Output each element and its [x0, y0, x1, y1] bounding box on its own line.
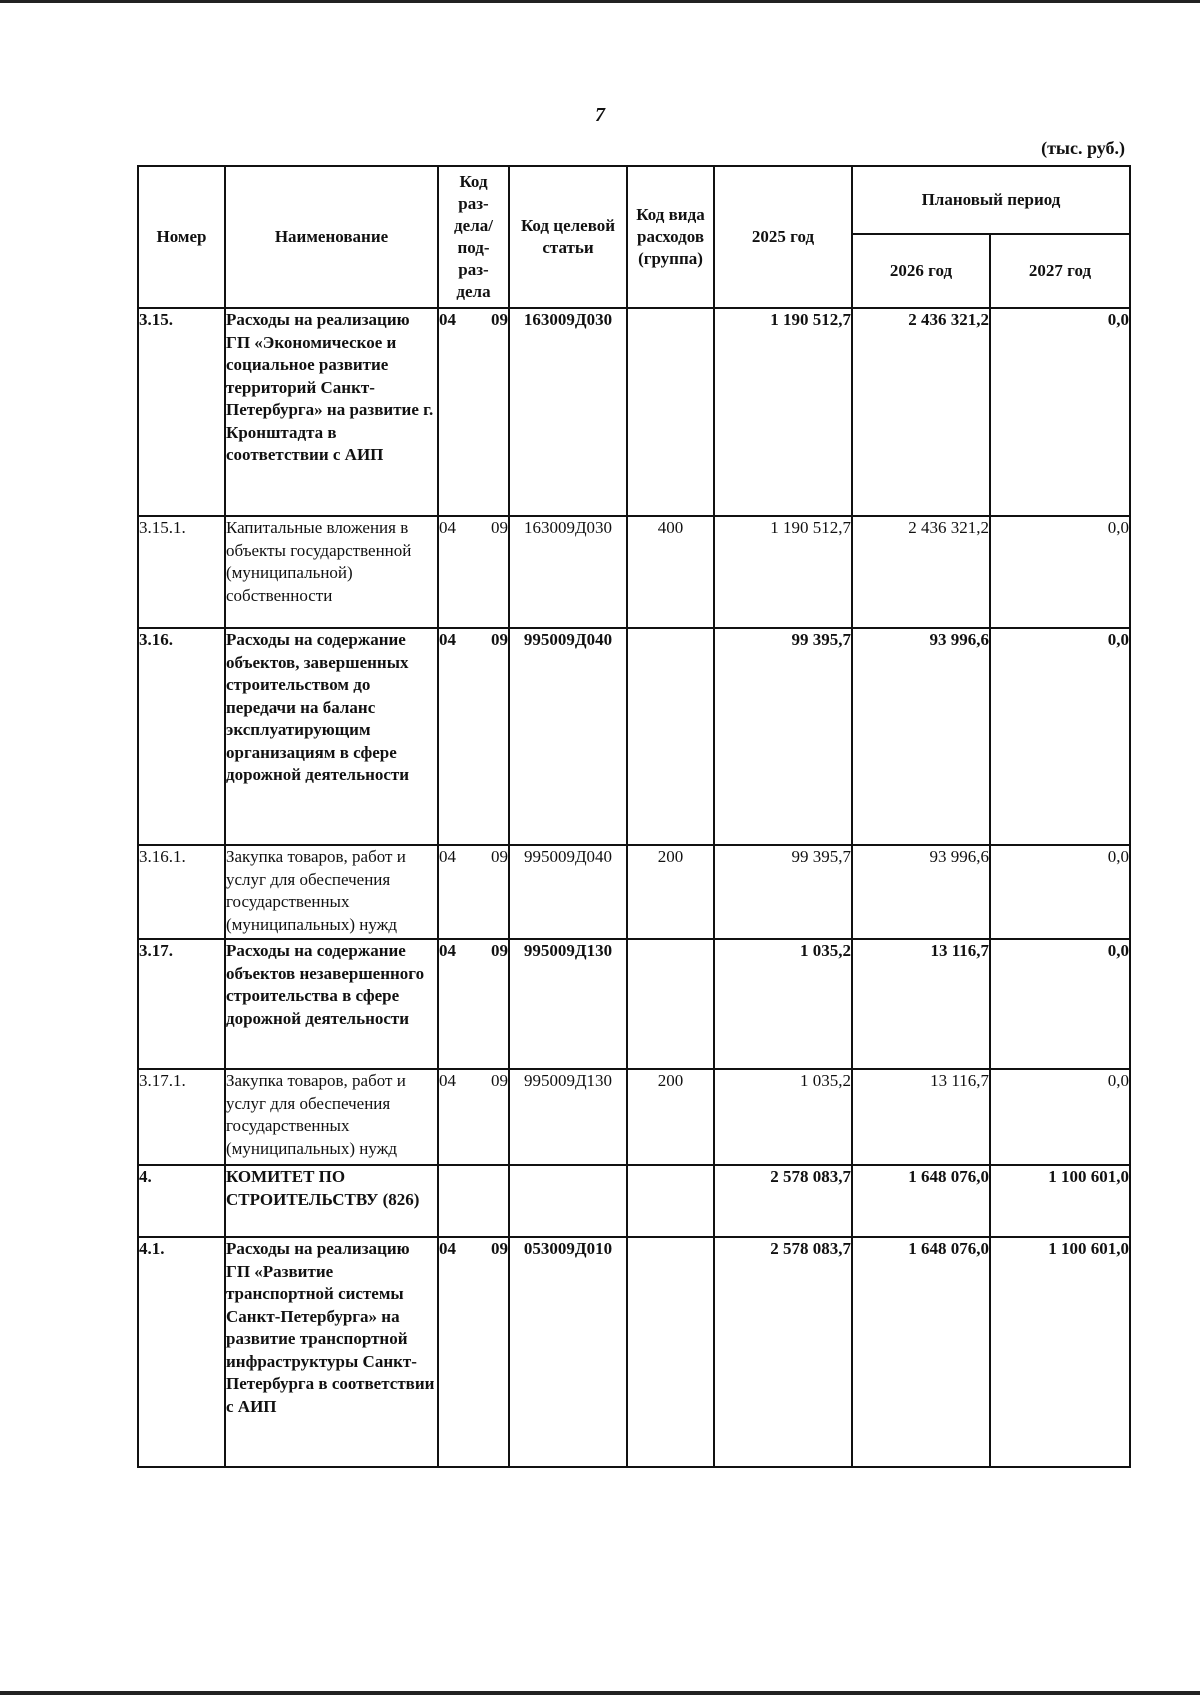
header-planning-period: Плановый период	[852, 166, 1130, 234]
row-amount-2026: 13 116,7	[852, 1069, 990, 1165]
row-section-code	[438, 939, 509, 1069]
header-number: Номер	[138, 166, 225, 308]
row-target-code: 053009Д010	[509, 1237, 627, 1467]
row-expense-type-code: 200	[627, 845, 714, 939]
table-body	[138, 308, 1130, 1467]
row-number: 3.15.1.	[138, 516, 225, 628]
row-number: 3.15.	[138, 308, 225, 516]
row-target-code: 995009Д130	[509, 939, 627, 1069]
table-row	[138, 516, 1130, 628]
row-section-code	[438, 845, 509, 939]
row-expense-type-code	[627, 939, 714, 1069]
subsection-code: 09	[491, 941, 508, 960]
scan-border-bottom	[0, 1691, 1200, 1695]
row-name: Закупка товаров, работ и услуг для обеспечения государственных (муниципальных) нужд	[225, 845, 438, 939]
header-year-2026: 2026 год	[852, 234, 990, 308]
header-name: Наименование	[225, 166, 438, 308]
row-number: 4.	[138, 1165, 225, 1237]
units-label: (тыс. руб.)	[1041, 138, 1125, 158]
row-amount-2027: 0,0	[990, 1069, 1130, 1165]
row-number: 3.16.	[138, 628, 225, 845]
row-name: Капитальные вложения в объекты государственной (муниципальной) собственности	[225, 516, 438, 628]
scan-border-top	[0, 0, 1200, 3]
subsection-code: 09	[491, 847, 508, 866]
row-name: Расходы на содержание объектов незавершенного строительства в сфере дорожной деятельности	[225, 939, 438, 1069]
row-amount-2026: 1 648 076,0	[852, 1165, 990, 1237]
row-section-code	[438, 1237, 509, 1467]
row-number: 3.17.	[138, 939, 225, 1069]
row-target-code: 995009Д040	[509, 845, 627, 939]
row-section-code	[438, 1165, 509, 1237]
row-amount-2025: 2 578 083,7	[714, 1237, 852, 1467]
section-code: 04	[439, 518, 456, 537]
header-section-code: Код раз-дела/ под-раз-дела	[438, 166, 509, 308]
section-code: 04	[439, 310, 456, 329]
row-section-code	[438, 628, 509, 845]
row-amount-2025: 1 035,2	[714, 939, 852, 1069]
row-amount-2027: 1 100 601,0	[990, 1237, 1130, 1467]
row-amount-2025: 1 190 512,7	[714, 516, 852, 628]
table-row	[138, 939, 1130, 1069]
row-number: 4.1.	[138, 1237, 225, 1467]
row-section-code	[438, 308, 509, 516]
row-expense-type-code: 200	[627, 1069, 714, 1165]
row-amount-2027: 1 100 601,0	[990, 1165, 1130, 1237]
row-expense-type-code: 400	[627, 516, 714, 628]
row-amount-2026: 93 996,6	[852, 628, 990, 845]
subsection-code: 09	[491, 518, 508, 537]
row-target-code	[509, 1165, 627, 1237]
subsection-code: 09	[491, 1071, 508, 1090]
row-section-code	[438, 516, 509, 628]
row-expense-type-code	[627, 1237, 714, 1467]
row-amount-2026: 2 436 321,2	[852, 308, 990, 516]
section-code: 04	[439, 1239, 456, 1258]
row-amount-2026: 1 648 076,0	[852, 1237, 990, 1467]
row-expense-type-code	[627, 628, 714, 845]
table-row	[138, 1069, 1130, 1165]
row-target-code: 163009Д030	[509, 516, 627, 628]
row-amount-2025: 2 578 083,7	[714, 1165, 852, 1237]
header-target-code: Код целевой статьи	[509, 166, 627, 308]
row-section-code	[438, 1069, 509, 1165]
row-amount-2027: 0,0	[990, 516, 1130, 628]
row-amount-2025: 1 035,2	[714, 1069, 852, 1165]
row-amount-2026: 2 436 321,2	[852, 516, 990, 628]
subsection-code: 09	[491, 1239, 508, 1258]
row-name: Закупка товаров, работ и услуг для обеспечения государственных (муниципальных) нужд	[225, 1069, 438, 1165]
row-amount-2027: 0,0	[990, 845, 1130, 939]
row-name: КОМИТЕТ ПО СТРОИТЕЛЬСТВУ (826)	[225, 1165, 438, 1237]
subsection-code: 09	[491, 630, 508, 649]
table-row	[138, 628, 1130, 845]
row-expense-type-code	[627, 308, 714, 516]
row-target-code: 163009Д030	[509, 308, 627, 516]
section-code: 04	[439, 630, 456, 649]
row-amount-2025: 1 190 512,7	[714, 308, 852, 516]
subsection-code: 09	[491, 310, 508, 329]
row-name: Расходы на содержание объектов, завершенных строительством до передачи на баланс эксплуатирующим организациям в сфере дорожной деятельности	[225, 628, 438, 845]
header-expense-type-code: Код вида расходов (группа)	[627, 166, 714, 308]
row-number: 3.17.1.	[138, 1069, 225, 1165]
table-row	[138, 845, 1130, 939]
header-year-2025: 2025 год	[714, 166, 852, 308]
row-amount-2027: 0,0	[990, 308, 1130, 516]
table-row	[138, 1165, 1130, 1237]
row-amount-2027: 0,0	[990, 939, 1130, 1069]
row-amount-2026: 13 116,7	[852, 939, 990, 1069]
header-year-2027: 2027 год	[990, 234, 1130, 308]
row-number: 3.16.1.	[138, 845, 225, 939]
table-row	[138, 308, 1130, 516]
section-code: 04	[439, 1071, 456, 1090]
table-row	[138, 1237, 1130, 1467]
row-name: Расходы на реализацию ГП «Развитие транспортной системы Санкт-Петербурга» на развитие транспортной инфраструктуры Санкт-Петербурга в соответствии с АИП	[225, 1237, 438, 1467]
row-target-code: 995009Д040	[509, 628, 627, 845]
row-amount-2025: 99 395,7	[714, 845, 852, 939]
budget-table	[137, 165, 1131, 1468]
row-amount-2027: 0,0	[990, 628, 1130, 845]
row-amount-2026: 93 996,6	[852, 845, 990, 939]
row-amount-2025: 99 395,7	[714, 628, 852, 845]
page-number: 7	[595, 104, 605, 126]
row-expense-type-code	[627, 1165, 714, 1237]
section-code: 04	[439, 941, 456, 960]
row-name: Расходы на реализацию ГП «Экономическое и социальное развитие территорий Санкт-Петербурга» на развитие г. Кронштадта в соответствии с АИП	[225, 308, 438, 516]
row-target-code: 995009Д130	[509, 1069, 627, 1165]
section-code: 04	[439, 847, 456, 866]
